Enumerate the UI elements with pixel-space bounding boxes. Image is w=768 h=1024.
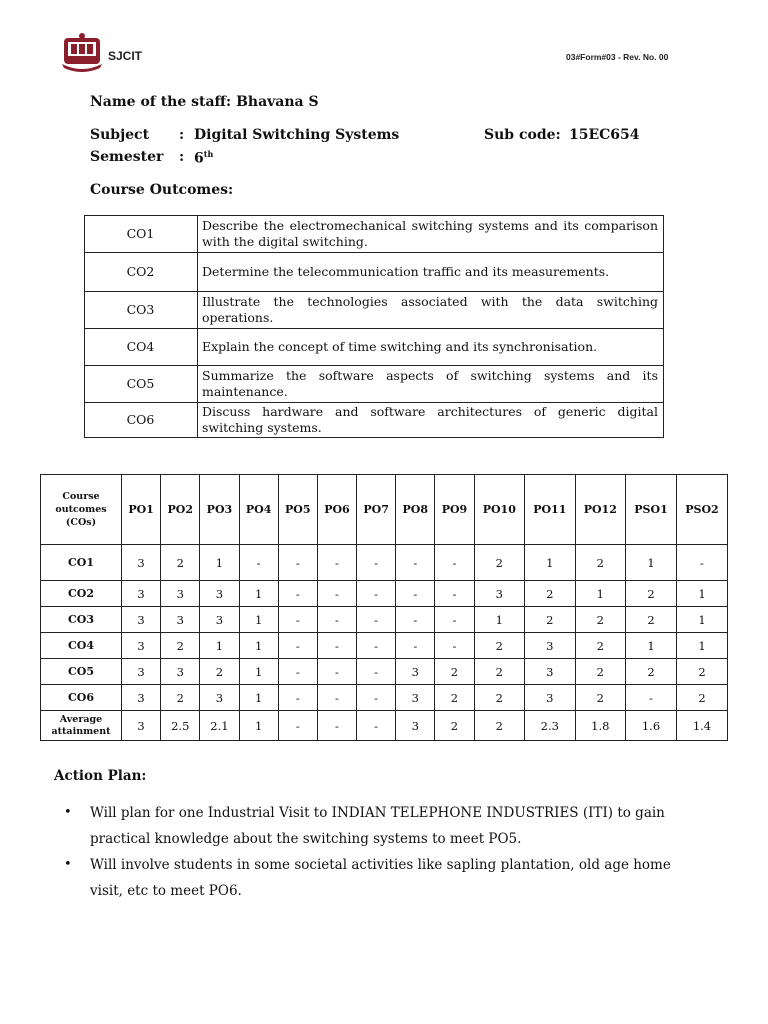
- co-description: Describe the electromechanical switching systems and its comparison with the digital switching.: [198, 216, 664, 253]
- action-plan-title: Action Plan:: [54, 768, 147, 784]
- mapping-cell: 3: [122, 545, 161, 581]
- mapping-row-label: CO2: [41, 581, 122, 607]
- mapping-cell: 3: [525, 633, 576, 659]
- mapping-cell: 2: [626, 607, 677, 633]
- mapping-column-header: PO5: [278, 475, 317, 545]
- mapping-cell: 1: [575, 581, 626, 607]
- mapping-cell: 2: [575, 545, 626, 581]
- mapping-cell: -: [317, 633, 356, 659]
- mapping-cell: -: [278, 633, 317, 659]
- mapping-cell: 1: [239, 685, 278, 711]
- average-cell: 2: [474, 711, 525, 741]
- average-cell: -: [357, 711, 396, 741]
- mapping-cell: 3: [161, 659, 200, 685]
- mapping-cell: 1: [239, 607, 278, 633]
- mapping-cell: -: [435, 607, 474, 633]
- mapping-cell: 3: [200, 581, 239, 607]
- action-plan-text: Will plan for one Industrial Visit to INDIAN TELEPHONE INDUSTRIES (ITI) to gain practical knowledge about the switching systems to meet PO5.: [90, 805, 665, 847]
- mapping-cell: 2: [575, 685, 626, 711]
- co-description: Illustrate the technologies associated with the data switching operations.: [198, 292, 664, 329]
- semester-number: 6: [194, 150, 204, 167]
- co-description: Explain the concept of time switching and its synchronisation.: [198, 329, 664, 366]
- mapping-cell: 2: [676, 659, 727, 685]
- mapping-cell: -: [278, 545, 317, 581]
- mapping-cell: 2: [575, 607, 626, 633]
- bullet-icon: •: [64, 857, 72, 872]
- mapping-cell: -: [278, 659, 317, 685]
- mapping-cell: 1: [676, 633, 727, 659]
- mapping-cell: 2: [161, 545, 200, 581]
- co-row: [85, 403, 664, 438]
- average-cell: -: [278, 711, 317, 741]
- co-row: [85, 329, 664, 366]
- mapping-cell: 3: [161, 607, 200, 633]
- mapping-cell: 2: [200, 659, 239, 685]
- average-cell: 1.6: [626, 711, 677, 741]
- mapping-row-label: CO3: [41, 607, 122, 633]
- mapping-cell: 1: [239, 633, 278, 659]
- mapping-cell: 1: [676, 607, 727, 633]
- average-cell: -: [317, 711, 356, 741]
- mapping-cell: 2: [525, 581, 576, 607]
- mapping-cell: 3: [525, 659, 576, 685]
- mapping-cell: 2: [474, 545, 525, 581]
- co-row: [85, 292, 664, 329]
- mapping-column-header: PSO1: [626, 475, 677, 545]
- mapping-column-header: PO9: [435, 475, 474, 545]
- average-attainment-row: [41, 711, 728, 741]
- mapping-cell: -: [317, 659, 356, 685]
- mapping-cell: 2: [474, 633, 525, 659]
- mapping-cell: -: [435, 633, 474, 659]
- mapping-cell: 2: [161, 633, 200, 659]
- semester-label: Semester: [90, 149, 164, 165]
- mapping-cell: 2: [161, 685, 200, 711]
- co-po-mapping-table: [40, 474, 728, 741]
- mapping-cell: 3: [200, 685, 239, 711]
- co-description: Summarize the software aspects of switching systems and its maintenance.: [198, 366, 664, 403]
- mapping-row-label: CO4: [41, 633, 122, 659]
- mapping-cell: 2: [676, 685, 727, 711]
- subject-colon: :: [179, 127, 185, 143]
- mapping-row: [41, 545, 728, 581]
- action-plan-text: Will involve students in some societal activities like sapling plantation, old age home visit, etc to meet PO6.: [90, 857, 671, 899]
- co-id: CO3: [85, 292, 198, 329]
- co-id: CO5: [85, 366, 198, 403]
- mapping-cell: 3: [122, 659, 161, 685]
- mapping-cell: 3: [396, 659, 435, 685]
- mapping-cell: -: [435, 581, 474, 607]
- semester-colon: :: [179, 149, 185, 165]
- mapping-cell: -: [317, 581, 356, 607]
- mapping-cell: 1: [200, 633, 239, 659]
- mapping-cell: -: [317, 685, 356, 711]
- mapping-cell: -: [357, 659, 396, 685]
- average-attainment-label: Average attainment: [41, 711, 122, 741]
- staff-name: Bhavana S: [236, 94, 319, 110]
- mapping-column-header: PO1: [122, 475, 161, 545]
- bullet-icon: •: [64, 805, 72, 820]
- mapping-column-header: PSO2: [676, 475, 727, 545]
- mapping-row: [41, 607, 728, 633]
- action-plan-list: [64, 800, 704, 904]
- staff-label: Name of the staff:: [90, 94, 232, 110]
- mapping-cell: 3: [122, 581, 161, 607]
- mapping-column-header: PO2: [161, 475, 200, 545]
- mapping-cell: 3: [122, 685, 161, 711]
- mapping-column-header: PO4: [239, 475, 278, 545]
- mapping-cell: 2: [575, 659, 626, 685]
- form-number: 03#Form#03 - Rev. No. 00: [566, 52, 669, 62]
- mapping-column-header: PO3: [200, 475, 239, 545]
- action-plan-item: [64, 852, 704, 904]
- mapping-cell: 1: [239, 581, 278, 607]
- brand-name: SJCIT: [108, 49, 143, 63]
- mapping-column-header: PO11: [525, 475, 576, 545]
- co-row: [85, 366, 664, 403]
- mapping-cell: 1: [200, 545, 239, 581]
- mapping-cell: -: [435, 545, 474, 581]
- mapping-row: [41, 581, 728, 607]
- mapping-cell: -: [357, 581, 396, 607]
- mapping-cell: 3: [200, 607, 239, 633]
- mapping-cell: -: [357, 685, 396, 711]
- mapping-cell: -: [396, 581, 435, 607]
- mapping-cell: 2: [626, 581, 677, 607]
- co-description: Determine the telecommunication traffic and its measurements.: [198, 253, 664, 292]
- semester-value: [194, 149, 213, 167]
- mapping-cell: 1: [525, 545, 576, 581]
- mapping-column-header: PO8: [396, 475, 435, 545]
- mapping-column-header: PO7: [357, 475, 396, 545]
- mapping-cell: 3: [396, 685, 435, 711]
- subject-value: Digital Switching Systems: [194, 127, 400, 143]
- co-row: [85, 216, 664, 253]
- mapping-cell: 3: [525, 685, 576, 711]
- mapping-cell: 2: [525, 607, 576, 633]
- mapping-cell: -: [357, 545, 396, 581]
- co-id: CO4: [85, 329, 198, 366]
- mapping-row: [41, 659, 728, 685]
- mapping-cell: -: [357, 607, 396, 633]
- average-cell: 1.4: [676, 711, 727, 741]
- sub-code-value: 15EC654: [569, 127, 640, 143]
- mapping-cell: 1: [474, 607, 525, 633]
- staff-line: [90, 94, 319, 110]
- mapping-cell: 2: [435, 659, 474, 685]
- mapping-cell: 3: [122, 633, 161, 659]
- mapping-cell: -: [396, 545, 435, 581]
- co-description: Discuss hardware and software architectures of generic digital switching systems.: [198, 403, 664, 438]
- mapping-row: [41, 633, 728, 659]
- mapping-cell: -: [278, 581, 317, 607]
- mapping-column-header: PO6: [317, 475, 356, 545]
- mapping-cell: 2: [575, 633, 626, 659]
- mapping-column-header: PO12: [575, 475, 626, 545]
- mapping-corner-header: Course outcomes (COs): [41, 475, 122, 545]
- subject-label: Subject: [90, 127, 150, 143]
- mapping-cell: 2: [435, 685, 474, 711]
- average-cell: 2.1: [200, 711, 239, 741]
- mapping-cell: 2: [474, 685, 525, 711]
- mapping-cell: 1: [239, 659, 278, 685]
- mapping-cell: 3: [122, 607, 161, 633]
- mapping-cell: 1: [626, 633, 677, 659]
- mapping-cell: 2: [626, 659, 677, 685]
- mapping-cell: -: [278, 607, 317, 633]
- mapping-cell: 3: [161, 581, 200, 607]
- mapping-cell: 1: [676, 581, 727, 607]
- mapping-cell: -: [278, 685, 317, 711]
- mapping-row-label: CO5: [41, 659, 122, 685]
- average-cell: 1.8: [575, 711, 626, 741]
- subject-line: [90, 127, 149, 143]
- mapping-cell: -: [317, 607, 356, 633]
- mapping-cell: -: [317, 545, 356, 581]
- average-cell: 3: [396, 711, 435, 741]
- mapping-cell: -: [396, 607, 435, 633]
- mapping-cell: -: [396, 633, 435, 659]
- semester-suffix: th: [203, 149, 214, 159]
- mapping-cell: -: [626, 685, 677, 711]
- mapping-cell: 1: [626, 545, 677, 581]
- co-id: CO2: [85, 253, 198, 292]
- mapping-row: [41, 685, 728, 711]
- average-cell: 2.5: [161, 711, 200, 741]
- action-plan-item: [64, 800, 704, 852]
- mapping-row-label: CO6: [41, 685, 122, 711]
- mapping-cell: -: [239, 545, 278, 581]
- mapping-cell: -: [357, 633, 396, 659]
- mapping-cell: 2: [474, 659, 525, 685]
- mapping-cell: 3: [474, 581, 525, 607]
- average-cell: 2: [435, 711, 474, 741]
- average-cell: 3: [122, 711, 161, 741]
- co-row: [85, 253, 664, 292]
- co-id: CO1: [85, 216, 198, 253]
- mapping-row-label: CO1: [41, 545, 122, 581]
- college-logo-icon: [60, 32, 104, 72]
- course-outcomes-table: [84, 215, 664, 438]
- average-cell: 2.3: [525, 711, 576, 741]
- average-cell: 1: [239, 711, 278, 741]
- mapping-column-header: PO10: [474, 475, 525, 545]
- course-outcomes-title: Course Outcomes:: [90, 182, 234, 198]
- co-id: CO6: [85, 403, 198, 438]
- mapping-cell: -: [676, 545, 727, 581]
- sub-code-label: Sub code:: [484, 127, 561, 143]
